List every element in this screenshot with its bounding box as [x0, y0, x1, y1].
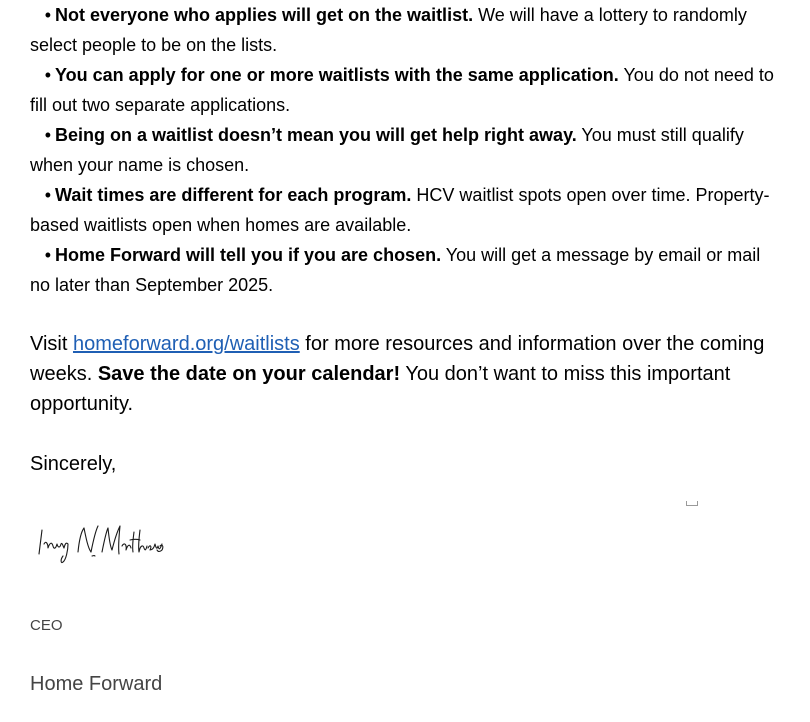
save-the-date-text: Save the date on your calendar!	[97, 363, 401, 385]
bullet-text: HCV waitlist spots open over time. Property-based waitlists open when homes are available.	[30, 185, 770, 235]
bullet-marker: •	[44, 125, 51, 145]
waitlist-facts-list	[30, 0, 782, 300]
bullet-marker: •	[44, 185, 51, 205]
bullet-text: You will get a message by email or mail no later than September 2025.	[30, 245, 761, 295]
signature-image	[36, 522, 166, 566]
bullet-text: You do not need to fill out two separate applications.	[30, 65, 774, 115]
list-item	[30, 60, 782, 120]
placeholder-box	[686, 501, 698, 506]
visit-middle: for more resources and information over the coming weeks.	[30, 333, 765, 385]
letter-body	[30, 0, 782, 479]
bullet-marker: •	[44, 245, 51, 265]
bullet-text: We will have a lottery to randomly select people to be on the lists.	[30, 5, 747, 55]
visit-prefix: Visit	[30, 333, 73, 355]
bullet-bold-text: Not everyone who applies will get on the waitlist.	[55, 5, 474, 25]
signer-title: CEO	[30, 617, 63, 634]
bullet-bold-text: Wait times are different for each program.	[55, 185, 412, 205]
bullet-marker: •	[44, 5, 51, 25]
waitlists-link[interactable]: homeforward.org/waitlists	[72, 333, 300, 355]
list-item	[30, 180, 782, 240]
bullet-bold-text: Home Forward will tell you if you are chosen.	[55, 245, 442, 265]
closing-salutation: Sincerely,	[30, 453, 117, 475]
organization-name: Home Forward	[30, 673, 163, 695]
bullet-bold-text: You can apply for one or more waitlists with the same application.	[55, 65, 619, 85]
visit-suffix: You don’t want to miss this important opportunity.	[30, 363, 731, 415]
list-item	[30, 240, 782, 300]
visit-paragraph	[30, 329, 782, 419]
list-item	[30, 0, 782, 60]
bullet-text: You must still qualify when your name is chosen.	[30, 125, 744, 175]
bullet-bold-text: Being on a waitlist doesn’t mean you will get help right away.	[55, 125, 577, 145]
bullet-marker: •	[44, 65, 51, 85]
list-item	[30, 120, 782, 180]
